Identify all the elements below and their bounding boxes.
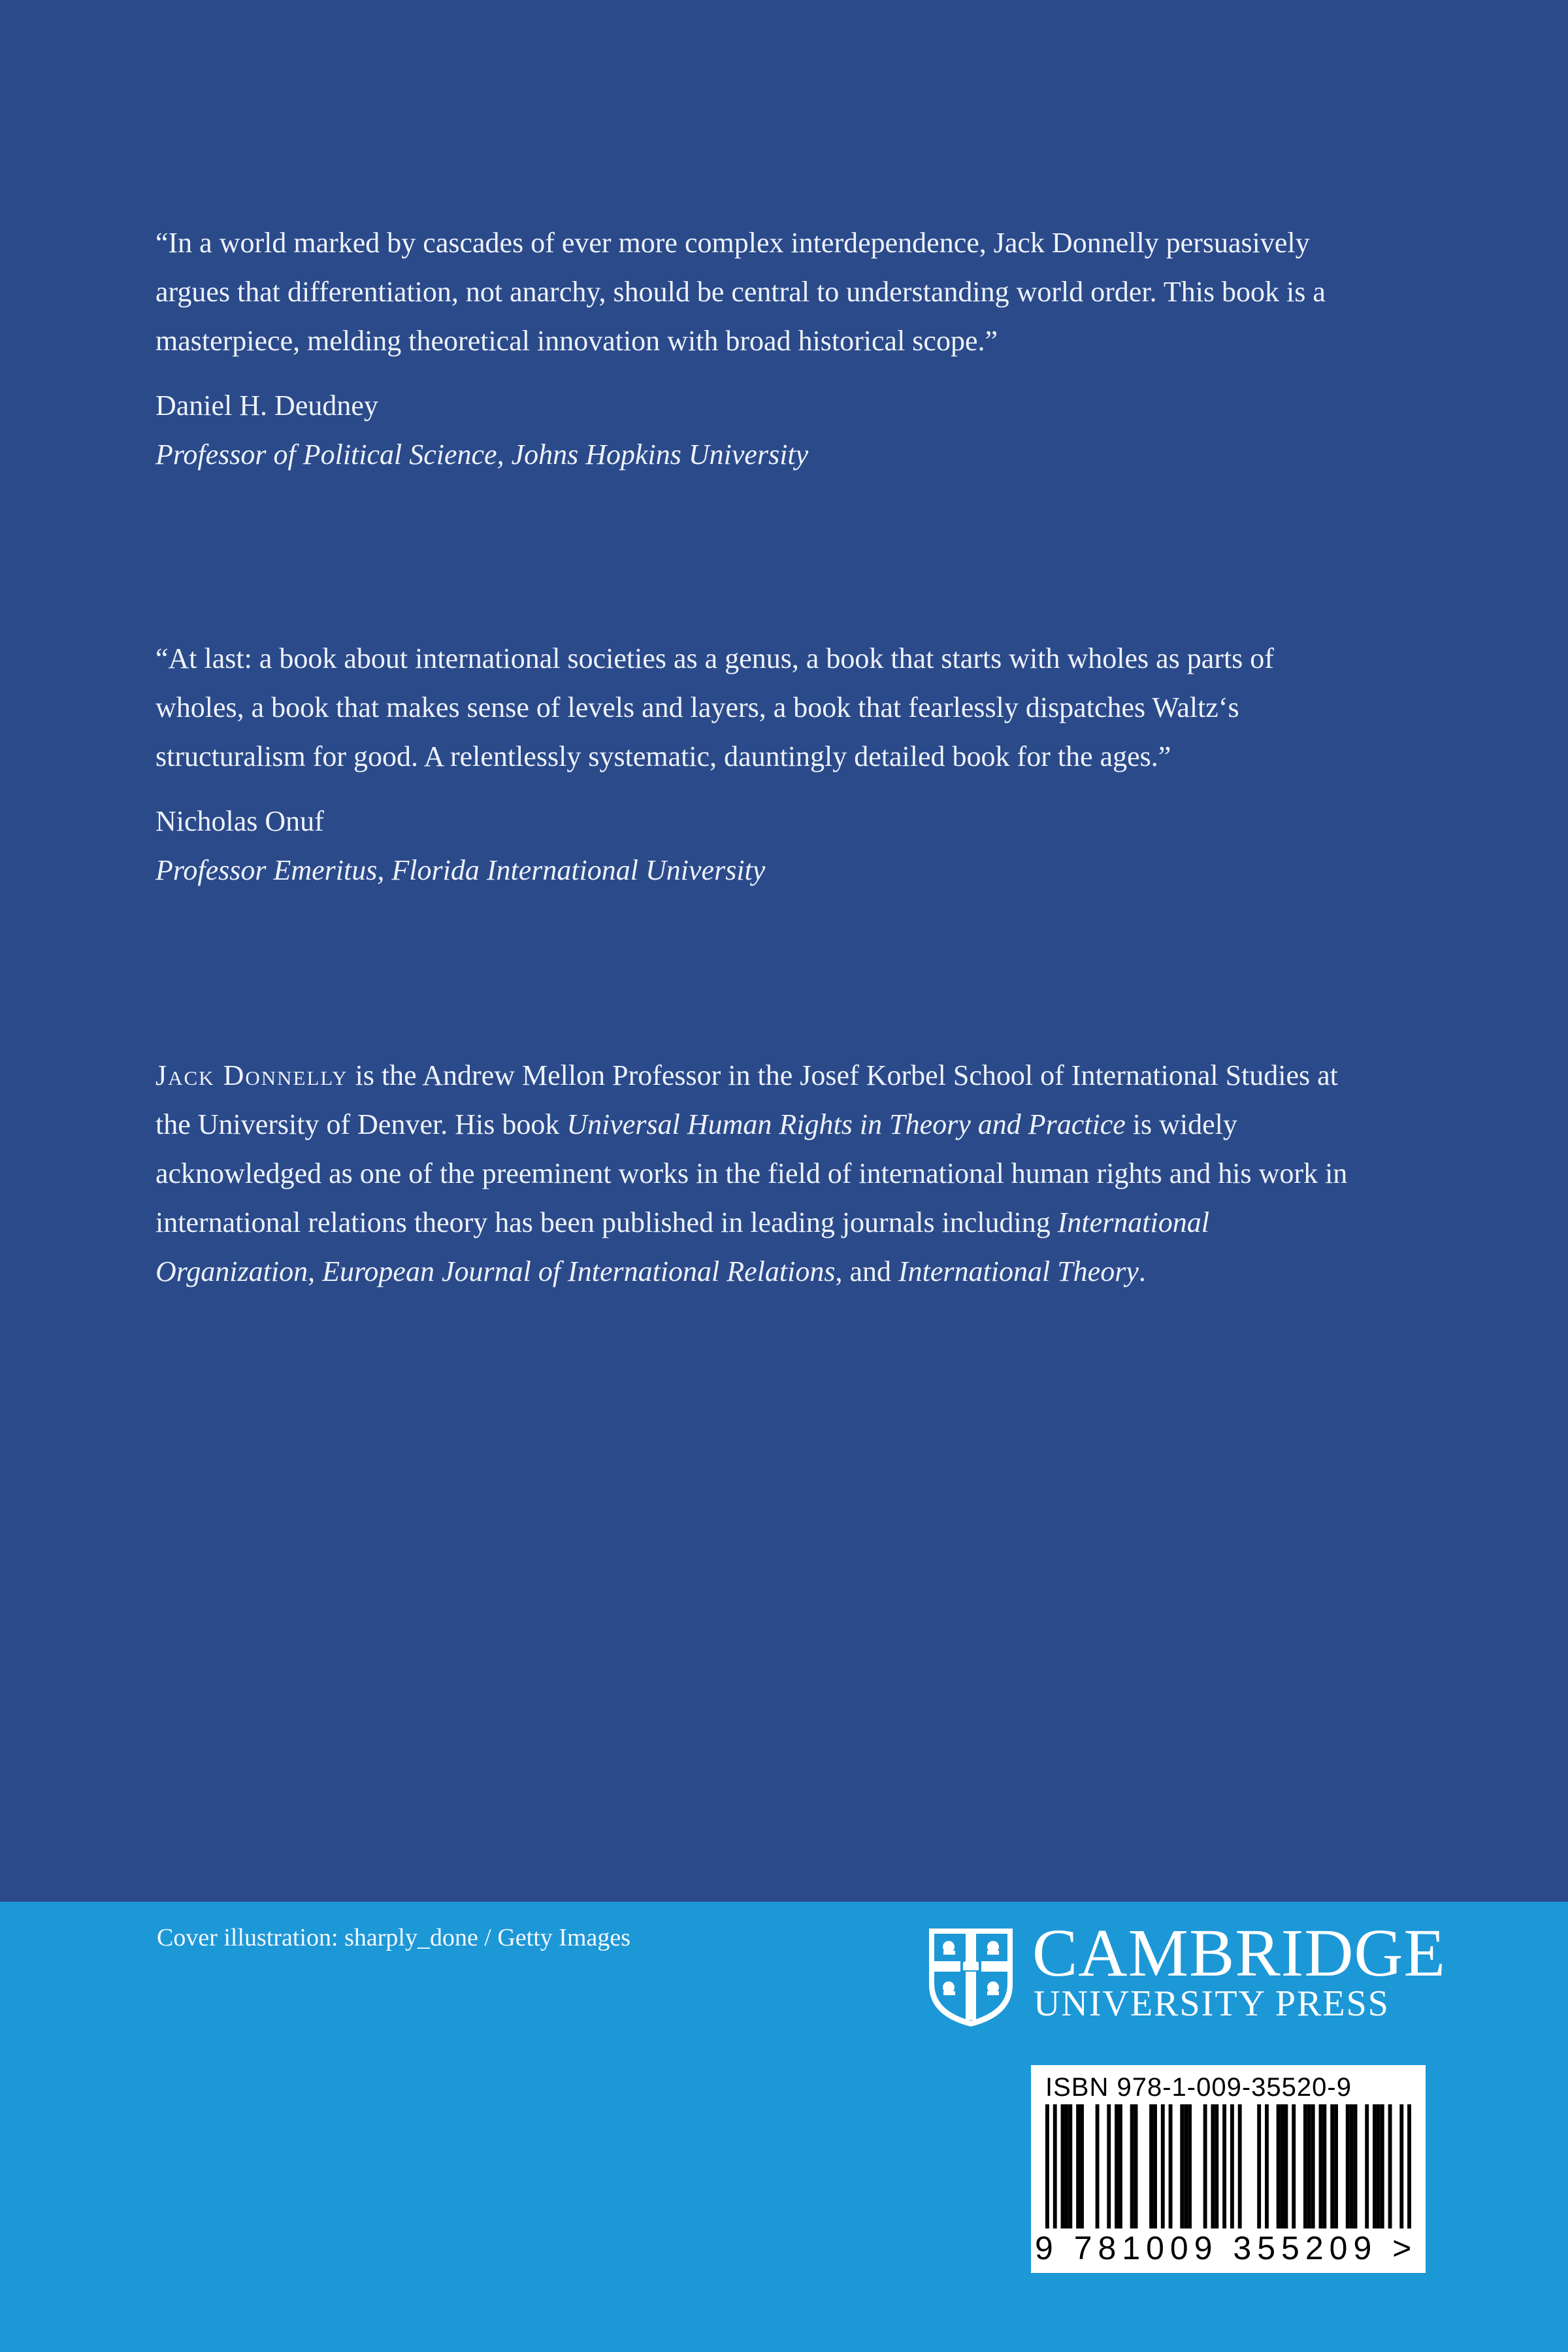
blurb-author: Nicholas Onuf: [155, 805, 324, 837]
barcode-bar: [1350, 2104, 1354, 2228]
barcode-bar: [1096, 2104, 1100, 2228]
barcode-bar: [1080, 2104, 1084, 2228]
barcode-bar: [1130, 2104, 1134, 2228]
barcode-bar: [1153, 2104, 1157, 2228]
author-name: Jack Donnelly: [155, 1059, 348, 1091]
barcode-bar: [1061, 2104, 1065, 2228]
barcode-bar: [1230, 2104, 1234, 2228]
barcode-bar: [1307, 2104, 1311, 2228]
barcode-bar: [1281, 2104, 1284, 2228]
barcode-bar: [1265, 2104, 1269, 2228]
blurb-quote: “At last: a book about international societies as a genus, a book that starts with wholes as parts of wholes, a book that makes sense of levels and layers, a book that fearlessly dispatches Waltz‘s structuralism for good. A relentlessly systematic, dauntingly detailed book for the ages.”: [155, 642, 1274, 772]
barcode-bar: [1380, 2104, 1384, 2228]
isbn-label: ISBN 978-1-009-35520-9: [1045, 2073, 1352, 2102]
publisher-name-line2: UNIVERSITY PRESS: [1034, 1983, 1390, 2024]
barcode-bar: [1346, 2104, 1350, 2228]
journal-title: International Theory: [898, 1255, 1139, 1287]
bio-text-part: .: [1138, 1255, 1146, 1287]
barcode-bar: [1053, 2104, 1057, 2228]
barcode-bar: [1203, 2104, 1207, 2228]
barcode-bar: [1238, 2104, 1242, 2228]
bio-text-part: ,: [308, 1255, 323, 1287]
barcode-bar: [1184, 2104, 1188, 2228]
barcode-bar: [1119, 2104, 1122, 2228]
publisher-logo: [925, 1915, 1446, 2027]
barcode-bar: [1180, 2104, 1184, 2228]
author-bio: [155, 1051, 1364, 1296]
barcode-bar: [1407, 2104, 1411, 2228]
barcode-bars: [1045, 2104, 1411, 2228]
barcode-bar: [1107, 2104, 1111, 2228]
barcode-bar: [1211, 2104, 1215, 2228]
barcode-bar: [1292, 2104, 1296, 2228]
barcode-bar: [1215, 2104, 1218, 2228]
isbn-barcode: [1031, 2065, 1426, 2273]
barcode-bar: [1188, 2104, 1192, 2228]
barcode-bar: [1149, 2104, 1153, 2228]
barcode-bar: [1222, 2104, 1226, 2228]
barcode-bar: [1161, 2104, 1165, 2228]
barcode-bar: [1115, 2104, 1119, 2228]
journal-title: European Journal of International Relations: [322, 1255, 836, 1287]
barcode-bar: [1322, 2104, 1326, 2228]
bio-text-part: is widely acknowledged as one of the preeminent works in the field of international human rights and his work in international relations theory has been published in leading journals including: [155, 1108, 1348, 1238]
journal-title: International Organization: [155, 1206, 1209, 1287]
ean-digits: 9 781009 355209 >: [1035, 2230, 1418, 2266]
barcode-bar: [1311, 2104, 1315, 2228]
blurb-1: [155, 218, 1364, 479]
barcode-bar: [1068, 2104, 1072, 2228]
barcode-bar: [1284, 2104, 1288, 2228]
barcode-bar: [1134, 2104, 1138, 2228]
barcode-bar: [1377, 2104, 1380, 2228]
barcode-bar: [1354, 2104, 1358, 2228]
barcode-bar: [1365, 2104, 1369, 2228]
publisher-name-line1: CAMBRIDGE: [1032, 1915, 1446, 1991]
barcode-bar: [1399, 2104, 1403, 2228]
bio-text-part: , and: [835, 1255, 898, 1287]
barcode-bar: [1045, 2104, 1049, 2228]
cover-illustration-credit: Cover illustration: sharply_done / Getty Images: [157, 1924, 631, 1951]
barcode-bar: [1388, 2104, 1392, 2228]
blurb-affiliation: Professor Emeritus, Florida International University: [155, 854, 766, 886]
barcode-bar: [1330, 2104, 1334, 2228]
book-title: Universal Human Rights in Theory and Practice: [566, 1108, 1126, 1140]
barcode-bar: [1277, 2104, 1281, 2228]
barcode-bar: [1334, 2104, 1338, 2228]
barcode-bar: [1373, 2104, 1377, 2228]
barcode-bar: [1169, 2104, 1173, 2228]
barcode-bar: [1064, 2104, 1068, 2228]
author-bio-text: [155, 1051, 1364, 1296]
blurb-affiliation: Professor of Political Science, Johns Hopkins University: [155, 439, 809, 471]
barcode-bar: [1076, 2104, 1080, 2228]
barcode-bar: [1319, 2104, 1323, 2228]
bio-text-part: is the Andrew Mellon Professor in the Josef Korbel School of International Studies at the University of Denver. His book: [155, 1059, 1338, 1140]
barcode-bar: [1257, 2104, 1261, 2228]
barcode-bar: [1303, 2104, 1307, 2228]
blurb-2: [155, 634, 1364, 895]
blurb-author: Daniel H. Deudney: [155, 389, 378, 422]
blurb-quote: “In a world marked by cascades of ever more complex interdependence, Jack Donnelly persuasively argues that differentiation, not anarchy, should be central to understanding world order. This book is a masterpiece, melding theoretical innovation with broad historical scope.”: [155, 227, 1326, 357]
cambridge-shield-icon: [925, 1925, 1017, 2029]
